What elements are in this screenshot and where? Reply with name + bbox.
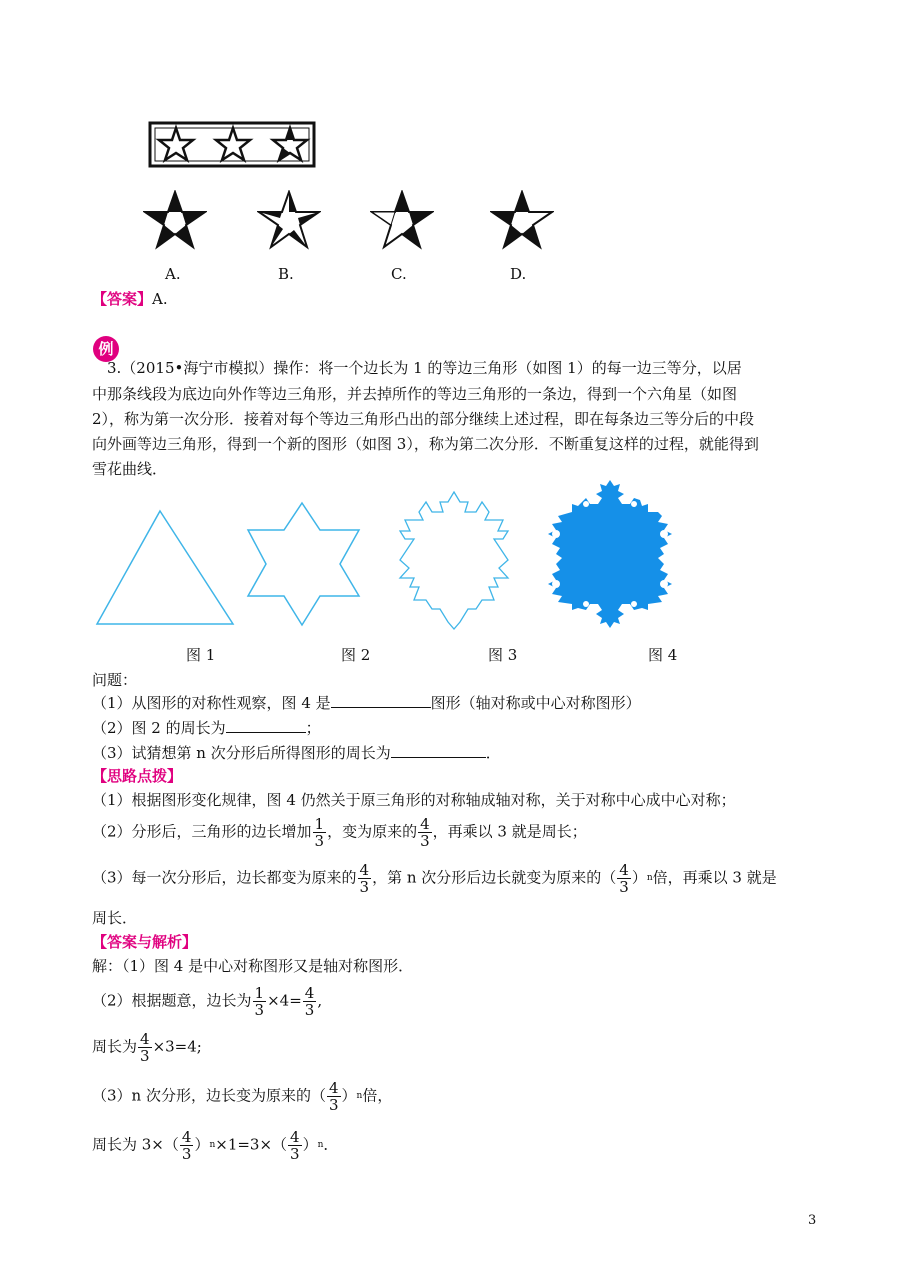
option-star-c xyxy=(370,190,434,250)
question-2: （2）图 2 的周长为 ； xyxy=(92,719,321,737)
figure-4-label: 图 4 xyxy=(648,646,678,664)
option-a-label: A. xyxy=(165,265,181,283)
option-b-label: B. xyxy=(278,265,294,283)
option-star-d xyxy=(490,190,554,250)
fraction-4-3: $\frac{4}{3}$ xyxy=(359,861,370,896)
solution-3: 周长为 $\frac{4}{3}$ ×3=4; xyxy=(92,1030,202,1065)
hint-3: （3）每一次分形后，边长都变为原来的 $\frac{4}{3}$ ，第 n 次分形后边长就变为原来的（ $\frac{4}{3}$ ）$^n$倍，再乘以 3 就是 xyxy=(92,861,777,896)
fraction-4-3: $\frac{4}{3}$ xyxy=(181,1128,192,1163)
fraction-4-3: $\frac{4}{3}$ xyxy=(619,861,629,896)
problem-line-5: 雪花曲线． xyxy=(92,460,168,478)
answer-line xyxy=(92,289,168,309)
problem-line-1: 3.（2015•海宁市模拟）操作：将一个边长为 1 的等边三角形（如图 1）的每一边三等分，以居 xyxy=(107,359,742,377)
solution-tag: 【答案与解析】 xyxy=(92,933,198,951)
box-star-2 xyxy=(216,128,250,160)
figure-1-label: 图 1 xyxy=(186,646,216,664)
solution-5: 周长为 3×（ $\frac{4}{3}$ ）$^n$×1=3×（ $\frac{4}{3}$ ）$^n$． xyxy=(92,1128,339,1163)
option-star-b xyxy=(257,190,321,250)
answer-value: A. xyxy=(152,290,168,308)
answer-blank-1 xyxy=(331,693,431,708)
option-c-label: C. xyxy=(391,265,407,283)
figure-2-hexagram xyxy=(245,500,365,630)
fraction-1-3: $\frac{1}{3}$ xyxy=(254,984,265,1019)
hint-1: （1）根据图形变化规律，图 4 仍然关于原三角形的对称轴成轴对称，关于对称中心成中心对称； xyxy=(92,791,736,809)
fraction-4-3: $\frac{4}{3}$ xyxy=(140,1030,150,1065)
solution-2: （2）根据题意，边长为 $\frac{1}{3}$ ×4= $\frac{4}{3}$ , xyxy=(92,984,323,1019)
hint-2: （2）分形后，三角形的边长增加 $\frac{1}{3}$ ，变为原来的 $\frac{4}{3}$ ，再乘以 3 就是周长； xyxy=(92,815,587,850)
answer-tag: 【答案】 xyxy=(92,290,153,308)
hint-tag: 【思路点拨】 xyxy=(92,767,183,785)
fraction-4-3: $\frac{4}{3}$ xyxy=(420,815,430,850)
fraction-4-3: $\frac{4}{3}$ xyxy=(290,1128,300,1163)
figure-3-snowflake xyxy=(390,488,525,633)
example-badge-label: 例 xyxy=(98,340,114,358)
fraction-1-3: $\frac{1}{3}$ xyxy=(314,815,325,850)
question-1: （1）从图形的对称性观察，图 4 是 图形（轴对称或中心对称图形） xyxy=(92,694,641,712)
figure-4-koch-snowflake xyxy=(548,478,683,630)
problem-line-4: 向外画等边三角形，得到一个新的图形（如图 3），称为第二次分形．不断重复这样的过程，就能得到 xyxy=(92,435,759,453)
answer-blank-3 xyxy=(391,743,486,758)
option-d-label: D. xyxy=(510,265,527,283)
solution-1: 解：（1）图 4 是中心对称图形又是轴对称图形． xyxy=(92,957,414,975)
figure-3-label: 图 3 xyxy=(488,646,518,664)
question-3: （3）试猜想第 n 次分形后所得图形的周长为 ． xyxy=(92,744,501,762)
problem-line-3: 2），称为第一次分形．接着对每个等边三角形凸出的部分继续上述过程，即在每条边三等分后的中段 xyxy=(92,410,755,428)
answer-blank-2 xyxy=(226,718,306,733)
questions-title: 问题： xyxy=(92,671,138,689)
figure-2-label: 图 2 xyxy=(341,646,371,664)
figure-1-triangle xyxy=(90,505,240,630)
fraction-4-3: $\frac{4}{3}$ xyxy=(304,984,315,1019)
star-box-figure xyxy=(148,120,318,170)
solution-4: （3）n 次分形，边长变为原来的（ $\frac{4}{3}$ ）$^n$倍， xyxy=(92,1079,393,1114)
hint-3-cont: 周长． xyxy=(92,909,138,927)
page-number: 3 xyxy=(808,1213,817,1228)
fraction-4-3: $\frac{4}{3}$ xyxy=(328,1079,339,1114)
problem-line-2: 中那条线段为底边向外作等边三角形，并去掉所作的等边三角形的一条边，得到一个六角星（如图 xyxy=(92,385,738,403)
option-star-a xyxy=(143,190,207,250)
